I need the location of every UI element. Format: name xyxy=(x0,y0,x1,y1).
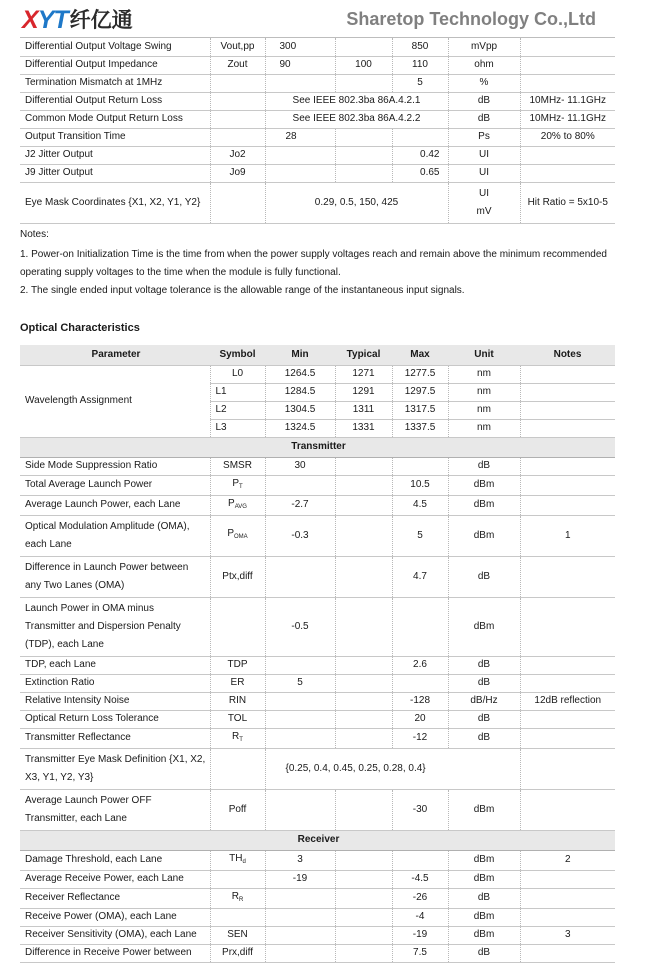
unit-cell: UI xyxy=(448,146,520,164)
symbol-cell: RIN xyxy=(210,692,265,710)
notes-block xyxy=(20,226,620,300)
optical-characteristics-table xyxy=(20,345,615,963)
section-row-receiver xyxy=(20,830,615,850)
symbol-subscript: OMA xyxy=(234,534,248,540)
param-cell: Average Launch Power, each Lane xyxy=(20,495,210,515)
symbol-cell: SMSR xyxy=(210,457,265,475)
typ-cell: 1311 xyxy=(335,401,392,419)
min-cell xyxy=(265,74,335,92)
notes-cell xyxy=(520,495,615,515)
symbol-base: R xyxy=(232,730,240,742)
table-row xyxy=(20,710,615,728)
table-row xyxy=(20,597,615,656)
symbol-cell: Poff xyxy=(210,789,265,830)
typ-cell xyxy=(335,457,392,475)
notes-cell: Hit Ratio = 5x10-5 xyxy=(520,182,615,223)
table-row xyxy=(20,92,615,110)
min-cell: -0.5 xyxy=(265,597,335,656)
notes-cell xyxy=(520,401,615,419)
unit-cell: ohm xyxy=(448,56,520,74)
max-cell: 7.5 xyxy=(392,944,448,962)
unit-cell: dBm xyxy=(448,597,520,656)
min-cell xyxy=(265,944,335,962)
symbol-cell: Prx,diff xyxy=(210,944,265,962)
typ-cell xyxy=(335,74,392,92)
min-cell: 90 xyxy=(265,56,335,74)
param-cell: Average Launch Power OFF Transmitter, each Lane xyxy=(20,789,210,830)
typ-cell xyxy=(335,164,392,182)
typ-cell xyxy=(335,495,392,515)
unit-cell: dB xyxy=(448,728,520,748)
min-cell xyxy=(265,692,335,710)
notes-cell xyxy=(520,475,615,495)
param-cell: Difference in Launch Power between any Two Lanes (OMA) xyxy=(20,556,210,597)
typ-cell xyxy=(335,475,392,495)
notes-cell xyxy=(520,789,615,830)
typ-cell: 1291 xyxy=(335,383,392,401)
table-header-row xyxy=(20,345,615,365)
max-cell: 0.65 xyxy=(392,164,448,182)
table-row xyxy=(20,692,615,710)
typ-cell xyxy=(335,789,392,830)
min-cell xyxy=(265,728,335,748)
min-cell: 1324.5 xyxy=(265,419,335,437)
min-cell xyxy=(265,710,335,728)
symbol-subscript: R xyxy=(238,896,244,903)
notes-cell: 2 xyxy=(520,850,615,870)
max-cell xyxy=(392,597,448,656)
section-heading: Receiver xyxy=(20,830,615,850)
param-cell: J9 Jitter Output xyxy=(20,164,210,182)
param-cell: Optical Modulation Amplitude (OMA), each Lane xyxy=(20,515,210,556)
table-row xyxy=(20,926,615,944)
page-header xyxy=(0,0,646,38)
notes-cell xyxy=(520,870,615,888)
notes-cell xyxy=(520,164,615,182)
param-cell: Transmitter Eye Mask Definition {X1, X2, X3, Y1, Y2, Y3} xyxy=(20,748,210,789)
min-cell: 30 xyxy=(265,457,335,475)
typ-cell xyxy=(335,850,392,870)
max-cell: -30 xyxy=(392,789,448,830)
param-cell: J2 Jitter Output xyxy=(20,146,210,164)
table-row xyxy=(20,56,615,74)
notes-cell xyxy=(520,74,615,92)
symbol-cell: TOL xyxy=(210,710,265,728)
company-logo xyxy=(22,7,133,33)
section-title: Optical Characteristics xyxy=(20,322,140,334)
notes-cell xyxy=(520,944,615,962)
spanned-value-cell: {0.25, 0.4, 0.45, 0.25, 0.28, 0.4} xyxy=(265,748,520,789)
unit-line: UI xyxy=(479,187,489,199)
symbol-cell: L2 xyxy=(210,401,265,419)
param-cell: Total Average Launch Power xyxy=(20,475,210,495)
typ-cell xyxy=(335,656,392,674)
param-cell: Eye Mask Coordinates {X1, X2, Y1, Y2} xyxy=(20,182,210,223)
param-cell: Common Mode Output Return Loss xyxy=(20,110,210,128)
notes-title: Notes: xyxy=(20,229,49,240)
section-row-transmitter xyxy=(20,437,615,457)
notes-cell xyxy=(520,556,615,597)
column-header: Typical xyxy=(335,345,392,365)
table-row xyxy=(20,908,615,926)
table-row xyxy=(20,365,615,383)
notes-cell: 10MHz- 11.1GHz xyxy=(520,92,615,110)
notes-cell: 1 xyxy=(520,515,615,556)
notes-cell xyxy=(520,908,615,926)
company-name: Sharetop Technology Co.,Ltd xyxy=(346,9,596,29)
column-header: Notes xyxy=(520,345,615,365)
table-row xyxy=(20,556,615,597)
unit-cell: dB xyxy=(448,674,520,692)
min-cell: 1284.5 xyxy=(265,383,335,401)
max-cell xyxy=(392,128,448,146)
table-row xyxy=(20,748,615,789)
typ-cell: 1331 xyxy=(335,419,392,437)
param-cell: Transmitter Reflectance xyxy=(20,728,210,748)
table-row xyxy=(20,182,615,223)
symbol-cell xyxy=(210,597,265,656)
symbol-cell xyxy=(210,728,265,748)
param-cell: Receiver Sensitivity (OMA), each Lane xyxy=(20,926,210,944)
notes-cell xyxy=(520,674,615,692)
unit-cell: dB xyxy=(448,944,520,962)
table-row xyxy=(20,146,615,164)
unit-cell: dBm xyxy=(448,850,520,870)
symbol-cell xyxy=(210,888,265,908)
min-cell xyxy=(265,475,335,495)
spanned-value-cell: 0.29, 0.5, 150, 425 xyxy=(265,182,448,223)
symbol-cell: L3 xyxy=(210,419,265,437)
min-cell: 300 xyxy=(265,38,335,56)
max-cell: -19 xyxy=(392,926,448,944)
column-header: Min xyxy=(265,345,335,365)
symbol-cell: ER xyxy=(210,674,265,692)
symbol-base: R xyxy=(231,890,239,902)
unit-cell: dBm xyxy=(448,475,520,495)
notes-cell xyxy=(520,146,615,164)
symbol-cell xyxy=(210,92,265,110)
unit-cell: nm xyxy=(448,365,520,383)
symbol-cell: Jo9 xyxy=(210,164,265,182)
min-cell: 1264.5 xyxy=(265,365,335,383)
symbol-cell: L0 xyxy=(210,365,265,383)
typ-cell xyxy=(335,710,392,728)
table-row xyxy=(20,870,615,888)
notes-cell xyxy=(520,656,615,674)
param-cell: Termination Mismatch at 1MHz xyxy=(20,74,210,92)
typ-cell xyxy=(335,944,392,962)
note-item: 1. Power-on Initialization Time is the time from when the power supply voltages reach and remain above the minimum recommended operating supply voltages to the time when the module is fully functional. xyxy=(20,249,607,278)
electrical-characteristics-table xyxy=(20,38,615,224)
unit-cell: dBm xyxy=(448,515,520,556)
typ-cell xyxy=(335,128,392,146)
table-row xyxy=(20,475,615,495)
min-cell: -19 xyxy=(265,870,335,888)
max-cell: 0.42 xyxy=(392,146,448,164)
param-cell: Output Transition Time xyxy=(20,128,210,146)
unit-cell: dB xyxy=(448,888,520,908)
logo-mark: XYT xyxy=(22,6,68,34)
symbol-cell: Jo2 xyxy=(210,146,265,164)
notes-cell: 3 xyxy=(520,926,615,944)
spanned-value-cell: See IEEE 802.3ba 86A.4.2.2 xyxy=(265,110,448,128)
param-cell: Receive Power (OMA), each Lane xyxy=(20,908,210,926)
max-cell: -26 xyxy=(392,888,448,908)
column-header: Symbol xyxy=(210,345,265,365)
typ-cell xyxy=(335,888,392,908)
symbol-cell xyxy=(210,908,265,926)
notes-cell: 12dB reflection xyxy=(520,692,615,710)
spanned-value-cell: See IEEE 802.3ba 86A.4.2.1 xyxy=(265,92,448,110)
max-cell: 110 xyxy=(392,56,448,74)
unit-line: mV xyxy=(476,205,492,217)
typ-cell xyxy=(335,515,392,556)
unit-cell: dBm xyxy=(448,495,520,515)
min-cell: 1304.5 xyxy=(265,401,335,419)
symbol-cell: Ptx,diff xyxy=(210,556,265,597)
logo-chinese-name: 纤亿通 xyxy=(69,8,133,32)
max-cell: 1277.5 xyxy=(392,365,448,383)
unit-cell: dB xyxy=(448,92,520,110)
notes-cell xyxy=(520,383,615,401)
symbol-cell xyxy=(210,182,265,223)
notes-cell xyxy=(520,38,615,56)
unit-cell: dB xyxy=(448,556,520,597)
notes-cell xyxy=(520,728,615,748)
symbol-cell xyxy=(210,74,265,92)
min-cell xyxy=(265,656,335,674)
symbol-base: TH xyxy=(229,852,243,864)
max-cell: 4.7 xyxy=(392,556,448,597)
min-cell: 28 xyxy=(265,128,335,146)
max-cell: 20 xyxy=(392,710,448,728)
typ-cell xyxy=(335,926,392,944)
table-row xyxy=(20,164,615,182)
typ-cell xyxy=(335,674,392,692)
unit-cell: dBm xyxy=(448,870,520,888)
min-cell: -0.3 xyxy=(265,515,335,556)
typ-cell xyxy=(335,38,392,56)
min-cell xyxy=(265,926,335,944)
table-row xyxy=(20,110,615,128)
notes-cell: 10MHz- 11.1GHz xyxy=(520,110,615,128)
max-cell xyxy=(392,850,448,870)
max-cell: -4.5 xyxy=(392,870,448,888)
param-cell: Damage Threshold, each Lane xyxy=(20,850,210,870)
symbol-subscript: d xyxy=(242,858,246,865)
table-row xyxy=(20,74,615,92)
typ-cell: 100 xyxy=(335,56,392,74)
table-row xyxy=(20,728,615,748)
typ-cell xyxy=(335,908,392,926)
symbol-subscript: AVG xyxy=(234,503,247,510)
note-item: 2. The single ended input voltage tolerance is the allowable range of the instantaneous input signals. xyxy=(20,285,465,296)
param-cell: Receiver Reflectance xyxy=(20,888,210,908)
min-cell xyxy=(265,556,335,597)
notes-cell xyxy=(520,748,615,789)
min-cell xyxy=(265,146,335,164)
table-row xyxy=(20,38,615,56)
max-cell: -4 xyxy=(392,908,448,926)
table-row xyxy=(20,656,615,674)
unit-cell: dB xyxy=(448,457,520,475)
table-row xyxy=(20,515,615,556)
unit-cell: Ps xyxy=(448,128,520,146)
typ-cell: 1271 xyxy=(335,365,392,383)
max-cell: 1337.5 xyxy=(392,419,448,437)
param-cell: Optical Return Loss Tolerance xyxy=(20,710,210,728)
param-cell: Average Receive Power, each Lane xyxy=(20,870,210,888)
min-cell xyxy=(265,908,335,926)
notes-cell xyxy=(520,888,615,908)
unit-cell: dB xyxy=(448,656,520,674)
param-cell: Wavelength Assignment xyxy=(20,365,210,437)
max-cell: 4.5 xyxy=(392,495,448,515)
min-cell: -2.7 xyxy=(265,495,335,515)
unit-cell: nm xyxy=(448,401,520,419)
table-row xyxy=(20,495,615,515)
min-cell: 3 xyxy=(265,850,335,870)
unit-cell: dB xyxy=(448,110,520,128)
notes-cell xyxy=(520,365,615,383)
table-row xyxy=(20,789,615,830)
unit-cell: UI xyxy=(448,164,520,182)
typ-cell xyxy=(335,728,392,748)
unit-cell: dBm xyxy=(448,908,520,926)
table-row xyxy=(20,457,615,475)
symbol-cell xyxy=(210,515,265,556)
table-row xyxy=(20,674,615,692)
symbol-cell: Zout xyxy=(210,56,265,74)
notes-cell xyxy=(520,710,615,728)
param-cell: Differential Output Return Loss xyxy=(20,92,210,110)
unit-cell: nm xyxy=(448,383,520,401)
param-cell: Differential Output Impedance xyxy=(20,56,210,74)
typ-cell xyxy=(335,692,392,710)
symbol-cell xyxy=(210,475,265,495)
symbol-cell: Vout,pp xyxy=(210,38,265,56)
table-row xyxy=(20,128,615,146)
symbol-subscript: T xyxy=(239,736,243,743)
table-row xyxy=(20,944,615,962)
max-cell: 5 xyxy=(392,74,448,92)
table-row xyxy=(20,850,615,870)
notes-cell xyxy=(520,56,615,74)
max-cell: 10.5 xyxy=(392,475,448,495)
param-cell: TDP, each Lane xyxy=(20,656,210,674)
min-cell xyxy=(265,888,335,908)
max-cell: -128 xyxy=(392,692,448,710)
max-cell: 1317.5 xyxy=(392,401,448,419)
unit-cell: % xyxy=(448,74,520,92)
symbol-cell xyxy=(210,850,265,870)
min-cell xyxy=(265,789,335,830)
max-cell: -12 xyxy=(392,728,448,748)
max-cell: 5 xyxy=(392,515,448,556)
param-cell: Launch Power in OMA minus Transmitter and Dispersion Penalty (TDP), each Lane xyxy=(20,597,210,656)
param-cell: Side Mode Suppression Ratio xyxy=(20,457,210,475)
unit-cell: dB/Hz xyxy=(448,692,520,710)
symbol-cell xyxy=(210,870,265,888)
notes-cell xyxy=(520,457,615,475)
symbol-base: P xyxy=(228,497,235,509)
symbol-cell xyxy=(210,495,265,515)
typ-cell xyxy=(335,556,392,597)
unit-cell: dBm xyxy=(448,926,520,944)
unit-cell: dBm xyxy=(448,789,520,830)
unit-cell: mVpp xyxy=(448,38,520,56)
symbol-cell xyxy=(210,748,265,789)
max-cell: 850 xyxy=(392,38,448,56)
max-cell xyxy=(392,457,448,475)
unit-cell: nm xyxy=(448,419,520,437)
symbol-cell: TDP xyxy=(210,656,265,674)
param-cell: Extinction Ratio xyxy=(20,674,210,692)
symbol-base: P xyxy=(227,528,234,539)
typ-cell xyxy=(335,146,392,164)
symbol-cell: L1 xyxy=(210,383,265,401)
notes-cell xyxy=(520,597,615,656)
column-header: Parameter xyxy=(20,345,210,365)
symbol-subscript: T xyxy=(239,483,243,490)
max-cell: 1297.5 xyxy=(392,383,448,401)
min-cell xyxy=(265,164,335,182)
max-cell xyxy=(392,674,448,692)
symbol-cell: SEN xyxy=(210,926,265,944)
max-cell: 2.6 xyxy=(392,656,448,674)
typ-cell xyxy=(335,597,392,656)
notes-cell xyxy=(520,419,615,437)
symbol-cell xyxy=(210,110,265,128)
param-cell: Differential Output Voltage Swing xyxy=(20,38,210,56)
symbol-base: P xyxy=(232,477,239,489)
column-header: Unit xyxy=(448,345,520,365)
typ-cell xyxy=(335,870,392,888)
unit-cell xyxy=(448,182,520,223)
param-cell: Relative Intensity Noise xyxy=(20,692,210,710)
min-cell: 5 xyxy=(265,674,335,692)
notes-cell: 20% to 80% xyxy=(520,128,615,146)
table-row xyxy=(20,888,615,908)
column-header: Max xyxy=(392,345,448,365)
section-heading: Transmitter xyxy=(20,437,615,457)
symbol-cell xyxy=(210,128,265,146)
param-cell: Difference in Receive Power between xyxy=(20,944,210,962)
unit-cell: dB xyxy=(448,710,520,728)
